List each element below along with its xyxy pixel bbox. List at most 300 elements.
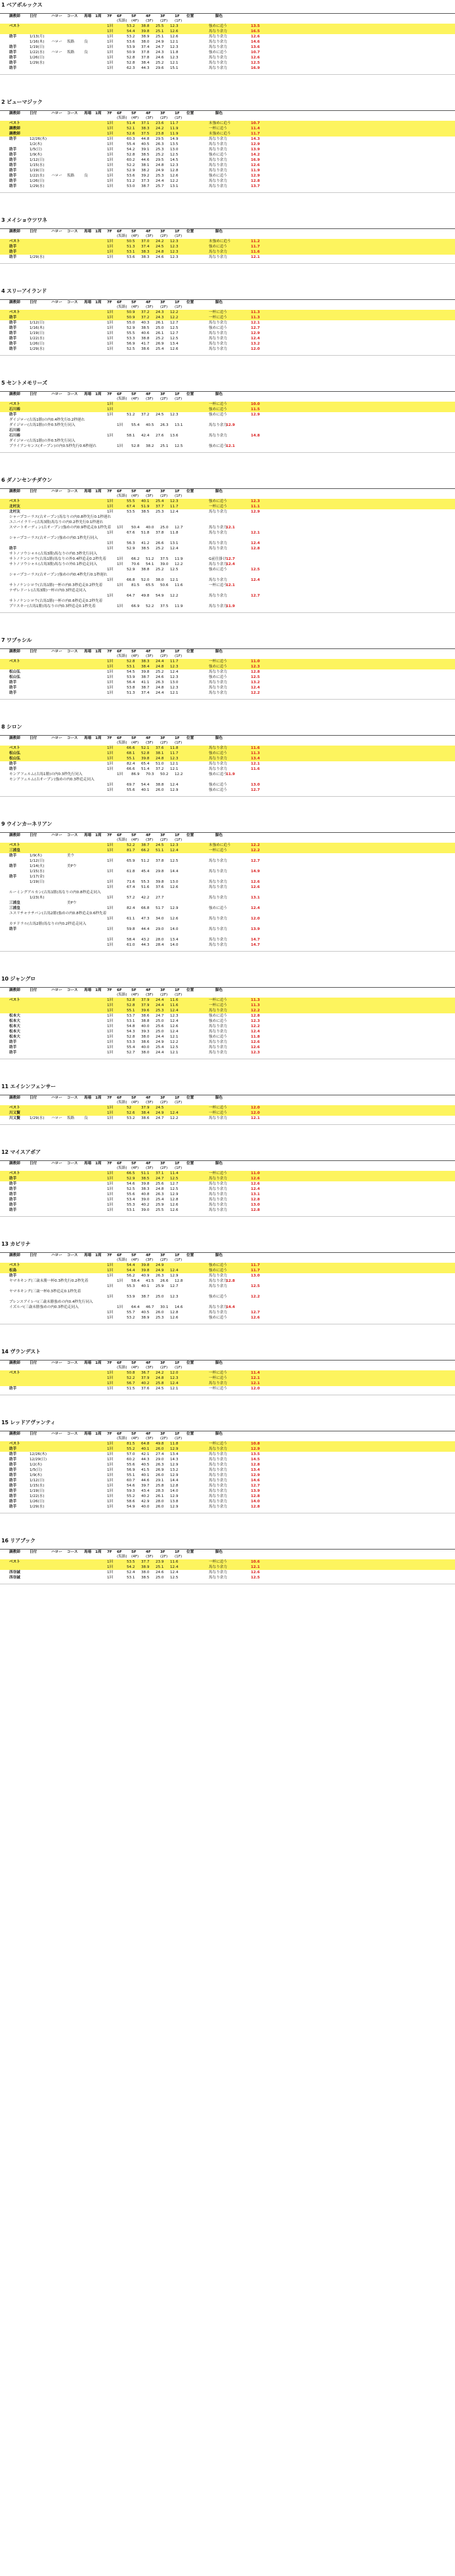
time-cell: 54.8: [127, 1024, 135, 1028]
time-cell: 25.0: [156, 326, 164, 330]
table-row: [0, 239, 455, 244]
time-cell: 12.3: [170, 665, 179, 669]
cell: 坂路: [67, 40, 75, 44]
column-subheader: (4F): [131, 993, 139, 997]
column-header: 調教師: [9, 1162, 20, 1166]
table-row: [0, 680, 455, 685]
lap-count: 1回: [107, 686, 114, 690]
time-cell: 52.4: [127, 1571, 135, 1574]
column-subheader: (1F): [175, 1437, 183, 1441]
time-cell: 12.6: [170, 174, 179, 178]
column-header: 調教師: [9, 1550, 20, 1554]
time-cell: 55.5: [127, 499, 135, 503]
time-cell: 39.1: [141, 148, 150, 152]
time-cell: 26.3: [160, 423, 169, 427]
time-cell: 44.3: [141, 943, 150, 947]
trainer-cell: 助手: [9, 681, 17, 685]
column-subheader: (2F): [160, 741, 168, 745]
column-header: 1F: [175, 301, 180, 305]
column-header: 調教師: [9, 736, 20, 740]
column-header: コース: [67, 988, 78, 992]
lap-count: 1回: [107, 1208, 114, 1212]
time-cell: 65.9: [127, 859, 135, 863]
time-cell: 24.7: [156, 1014, 164, 1018]
time-cell: 66.8: [141, 906, 150, 910]
time-cell: 52.6: [127, 1111, 135, 1115]
pace-label: 馬なり余力: [209, 896, 227, 900]
time-cell: 12.9: [170, 1494, 179, 1498]
column-header: 1周: [95, 650, 102, 654]
column-header: 1F: [175, 1361, 180, 1365]
time-cell: 12.4: [170, 1030, 179, 1034]
column-subheader: (4F): [131, 116, 139, 120]
time-cell: 51.4: [127, 121, 135, 125]
time-cell: 26.9: [156, 342, 164, 346]
time-cell: 41.5: [146, 1279, 154, 1283]
table-row: [0, 874, 455, 879]
time-cell: 69.7: [127, 783, 135, 787]
time-cell: 12.9: [170, 1193, 179, 1196]
time-cell: 38.1: [141, 163, 150, 167]
time-cell: 12.4: [170, 510, 179, 514]
time-cell: 1回: [117, 1279, 123, 1283]
pace-label: 馬なり余力: [209, 1193, 227, 1196]
table-row: [0, 858, 455, 864]
column-header: 日付: [30, 1550, 37, 1554]
last-1f-value: 13.2: [251, 342, 260, 346]
table-row: [0, 407, 455, 412]
last-1f-value: 12.6: [251, 1571, 260, 1574]
trainer-cell: 助手: [9, 45, 17, 49]
column-header: 位置: [186, 736, 194, 740]
time-cell: 40.1: [141, 1284, 150, 1288]
column-header: 調教師: [9, 490, 20, 494]
column-subheader: (4F): [131, 1166, 139, 1170]
column-header: コース: [67, 301, 78, 305]
column-header: 4F: [146, 736, 151, 740]
last-1f-value: 12.6: [251, 35, 260, 39]
last-1f-value: 12.2: [251, 849, 260, 853]
time-cell: 25.3: [156, 510, 164, 514]
trainer-cell: ベスト: [9, 1172, 20, 1175]
pace-label: 馬なり余力: [209, 1040, 227, 1044]
column-header: 4F: [146, 490, 151, 494]
column-header: 調教師: [9, 1361, 20, 1365]
time-cell: 39.8: [141, 1269, 150, 1273]
column-header: コース: [67, 14, 78, 18]
time-cell: 64.7: [127, 594, 135, 598]
time-cell: 24.9: [156, 1269, 164, 1273]
table-row: [0, 29, 455, 34]
column-subheader: (3F): [146, 1366, 154, 1370]
cell: 1/5(日): [30, 1468, 42, 1472]
column-subheader: (1F): [175, 234, 183, 238]
table-row: [0, 1208, 455, 1213]
last-1f-value: 12.2: [251, 843, 260, 847]
time-cell: 24.8: [156, 163, 164, 167]
table-row: [0, 504, 455, 509]
column-header: 1F: [175, 1432, 180, 1436]
trainer-cell: ベスト: [9, 660, 20, 664]
cell: 1/22(水): [30, 1494, 45, 1498]
trainer-cell: 助手: [9, 137, 17, 141]
time-cell: 40.3: [141, 321, 150, 325]
column-header: 7F: [107, 650, 112, 654]
time-cell: 39.8: [141, 757, 150, 761]
time-cell: 37.8: [141, 56, 150, 60]
time-cell: 50.6: [160, 583, 169, 587]
horse-block: [0, 287, 455, 352]
lap-count: 1回: [107, 1500, 114, 1504]
time-cell: 1回: [117, 772, 123, 776]
horse-block: [0, 1240, 455, 1320]
time-cell: 12.8: [170, 1311, 179, 1315]
column-header: 調教師: [9, 14, 20, 18]
column-header: コース: [67, 1432, 78, 1436]
time-cell: 14.4: [170, 1479, 179, 1483]
column-subheader: (坂路): [117, 116, 127, 120]
time-cell: 13.4: [170, 342, 179, 346]
column-subheader: (2F): [160, 397, 168, 401]
time-cell: 24.9: [156, 1111, 164, 1115]
time-cell: 40.0: [141, 1024, 150, 1028]
table-row: [0, 244, 455, 249]
time-cell: 38.4: [141, 665, 150, 669]
lap-count: 1回: [107, 184, 114, 188]
column-subheader: (4F): [131, 305, 139, 309]
lap-count: 1回: [107, 326, 114, 330]
cell: 1/19(日): [30, 45, 45, 49]
pace-label: 強めに追う: [209, 444, 227, 448]
trainer-cell: 助手: [9, 1274, 17, 1278]
table-row: [0, 932, 455, 937]
column-subheader: (4F): [131, 1555, 139, 1559]
time-cell: 54.6: [127, 1182, 135, 1186]
time-cell: 39.0: [141, 1198, 150, 1202]
pace-label: 馬なり余力: [209, 30, 227, 33]
last-1f-value: 12.2: [251, 1009, 260, 1013]
column-header: 日付: [30, 112, 37, 116]
time-cell: 52.2: [127, 163, 135, 167]
time-cell: 51.1: [156, 849, 164, 853]
trainer-cell: 松山弘: [9, 675, 20, 679]
column-header: 日付: [30, 1162, 37, 1166]
time-cell: 26.6: [156, 541, 164, 545]
horse-block: [0, 217, 455, 260]
time-cell: 30.1: [160, 1305, 169, 1309]
column-header: 3F: [160, 1361, 165, 1365]
time-cell: 56.9: [127, 342, 135, 346]
pace-label: 馬なり余力: [209, 1045, 227, 1049]
pace-label: 馬なり余力: [209, 767, 227, 771]
time-cell: 40.2: [141, 1203, 150, 1207]
time-cell: 64.4: [131, 1305, 140, 1309]
last-1f-value: 16.9: [251, 158, 260, 162]
table-row: [0, 1575, 455, 1580]
pace-label: 一杯に追う: [209, 505, 227, 509]
table-row: [0, 1003, 455, 1008]
horse-name: 16 リアブック: [1, 1538, 35, 1544]
time-cell: 37.8: [156, 859, 164, 863]
table-row: [0, 336, 455, 341]
column-header: 3F: [160, 1550, 165, 1554]
time-cell: 53.1: [127, 250, 135, 254]
section-divider: [0, 1216, 455, 1217]
pace-label: 馬なり余力: [209, 870, 227, 874]
time-cell: 25.0: [156, 1019, 164, 1023]
column-header: 7F: [107, 112, 112, 116]
time-cell: 26.1: [156, 1494, 164, 1498]
time-cell: 56.4: [127, 681, 135, 685]
table-subheader: [0, 1257, 455, 1263]
table-row: [0, 1289, 455, 1294]
column-header: 日付: [30, 14, 37, 18]
column-header: 調教師: [9, 834, 20, 837]
pace-label: 馬なり余力: [209, 321, 227, 325]
time-cell: 12.1: [170, 61, 179, 65]
partner-comment: シャープコーラス(古オープン)強めの内0.1秒先行同入: [9, 536, 98, 540]
table-row: [0, 998, 455, 1003]
time-cell: 12.2: [170, 316, 179, 320]
time-cell: 51.4: [141, 767, 150, 771]
pace-label: 強めに追う: [209, 245, 227, 249]
column-header: 3F: [160, 988, 165, 992]
table-subheader: [0, 740, 455, 746]
trainer-cell: 助手: [9, 1198, 17, 1202]
column-subheader: (2F): [160, 234, 168, 238]
column-header: 調教師: [9, 230, 20, 234]
last-1f-value: 12.7: [251, 1484, 260, 1488]
trainer-cell: ベスト: [9, 240, 20, 243]
time-cell: 52.5: [127, 1187, 135, 1191]
last-1f-value: 14.4: [226, 1305, 235, 1309]
lap-count: 1回: [107, 1382, 114, 1385]
table-row: [0, 34, 455, 39]
time-cell: 52.8: [127, 56, 135, 60]
column-header: 1周: [95, 392, 102, 396]
time-cell: 12.1: [170, 40, 179, 44]
last-1f-value: 14.5: [251, 1458, 260, 1462]
lap-count: 1回: [107, 321, 114, 325]
time-cell: 38.5: [141, 1177, 150, 1181]
last-1f-value: 12.9: [251, 510, 260, 514]
table-row: [0, 1045, 455, 1050]
time-cell: 44.4: [141, 927, 150, 931]
column-header: 5F: [131, 230, 137, 234]
time-cell: 39.7: [141, 1484, 150, 1488]
time-cell: 13.8: [170, 1500, 179, 1504]
column-subheader: (4F): [131, 654, 139, 658]
time-cell: 12.7: [170, 1182, 179, 1186]
pace-label: 馬なり余力: [209, 148, 227, 152]
last-1f-value: 13.9: [251, 927, 260, 931]
lap-count: 1回: [107, 1193, 114, 1196]
time-cell: 12.8: [170, 1198, 179, 1202]
column-header: 調教師: [9, 112, 20, 116]
lap-count: 1回: [107, 1040, 114, 1044]
time-cell: 55.3: [127, 1284, 135, 1288]
lap-count: 1回: [107, 943, 114, 947]
partner-comment: ヤマネキング(三歳一杯0.3秒追走0.1秒先着: [9, 1290, 81, 1294]
cell: 1/13(月): [30, 35, 45, 39]
lap-count: 1回: [107, 568, 114, 572]
time-cell: 62.3: [127, 66, 135, 70]
pace-label: 一杯に追う: [209, 1106, 227, 1110]
trainer-cell: 助手: [9, 174, 17, 178]
table-row: [0, 520, 455, 525]
trainer-cell: 助手: [9, 326, 17, 330]
lap-count: 1回: [107, 757, 114, 761]
column-header: 1周: [95, 1096, 102, 1100]
pace-label: 一杯に追う: [209, 1376, 227, 1380]
lap-count: 1回: [107, 1479, 114, 1483]
lap-count: 1回: [107, 1019, 114, 1023]
horse-name: 3 メイショウツワネ: [1, 217, 47, 223]
table-subheader: [0, 1554, 455, 1559]
time-cell: 37.8: [141, 51, 150, 54]
time-cell: 52.1: [127, 127, 135, 131]
table-row: [0, 1462, 455, 1467]
horse-block: [0, 379, 455, 449]
pace-label: 馬なり余力: [209, 142, 227, 146]
time-cell: 12.3: [170, 250, 179, 254]
trainer-cell: 助手: [9, 347, 17, 351]
table-row: [0, 675, 455, 680]
last-1f-value: 11.6: [251, 250, 260, 254]
pace-label: 馬なり余力: [209, 179, 227, 183]
column-header: 脚色: [215, 736, 223, 740]
cell: 1/22(水): [30, 174, 45, 178]
pace-label: 馬なり余力: [209, 250, 227, 254]
pace-label: 強めに追う: [209, 413, 227, 417]
time-cell: 38.8: [141, 24, 150, 28]
column-header: 3F: [160, 736, 165, 740]
time-cell: 66.9: [131, 604, 140, 608]
lap-count: 1回: [107, 24, 114, 28]
time-cell: 38.9: [141, 1316, 150, 1320]
time-cell: 12.2: [170, 1116, 179, 1120]
pace-label: 馬なり余力: [209, 1382, 227, 1385]
column-header: 7F: [107, 14, 112, 18]
column-header: 6F: [117, 988, 122, 992]
column-header: 4F: [146, 14, 151, 18]
time-cell: 46.7: [146, 1305, 154, 1309]
column-header: 1周: [95, 1162, 102, 1166]
time-cell: 38.0: [141, 1035, 150, 1039]
time-cell: 12.6: [170, 885, 179, 889]
pace-label: 一杯に追う: [209, 583, 227, 587]
horse-block: [0, 637, 455, 696]
time-cell: 39.8: [141, 1182, 150, 1186]
column-subheader: (坂路): [117, 1366, 127, 1370]
table-row: [0, 659, 455, 664]
column-header: 脚色: [215, 1432, 223, 1436]
column-header: 日付: [30, 736, 37, 740]
column-header: 1F: [175, 988, 180, 992]
pace-label: 馬なり余力: [209, 61, 227, 65]
pace-label: 一杯に追う: [209, 998, 227, 1002]
cell: 1/2(木): [30, 142, 42, 146]
lap-count: 1回: [107, 665, 114, 669]
table-row: [0, 24, 455, 29]
time-cell: 24.4: [156, 998, 164, 1002]
time-cell: 24.5: [156, 245, 164, 249]
table-row: [0, 843, 455, 848]
trainer-cell: 助手: [9, 864, 17, 868]
column-header: 1周: [95, 736, 102, 740]
time-cell: 54.9: [127, 1505, 135, 1509]
lap-count: 1回: [107, 255, 114, 259]
pace-label: 強めに追う: [209, 408, 227, 412]
time-cell: 11.9: [170, 127, 179, 131]
time-cell: 15.1: [170, 66, 179, 70]
pace-label: 末強めに追う: [209, 240, 231, 243]
column-header: 1F: [175, 650, 180, 654]
table-row: [0, 1013, 455, 1019]
time-cell: 57.0: [127, 1452, 135, 1456]
cell: 1/19(日): [30, 880, 45, 884]
lap-count: 1回: [107, 849, 114, 853]
column-header: 位置: [186, 834, 194, 837]
time-cell: 13.0: [170, 681, 179, 685]
pace-label: 馬なり余力: [209, 541, 227, 545]
pace-label: 強めに追う: [209, 788, 227, 792]
time-cell: 58.1: [127, 434, 135, 438]
trainer-cell: 助手: [9, 875, 17, 879]
column-subheader: (坂路): [117, 19, 127, 23]
time-cell: 38.0: [141, 40, 150, 44]
table-row: [0, 751, 455, 756]
time-cell: 39.8: [141, 670, 150, 674]
trainer-cell: 助手: [9, 1489, 17, 1493]
table-row: [0, 1310, 455, 1315]
column-subheader: (坂路): [117, 305, 127, 309]
pace-label: 一杯に追う: [209, 1442, 227, 1446]
column-header: 位置: [186, 301, 194, 305]
last-1f-value: 12.1: [251, 762, 260, 766]
column-subheader: (3F): [146, 993, 154, 997]
pace-label: 馬なり余力: [209, 691, 227, 695]
last-1f-value: 12.8: [251, 1014, 260, 1018]
column-header: 4F: [146, 112, 151, 116]
lap-count: 1回: [107, 762, 114, 766]
column-header: 5F: [131, 1162, 137, 1166]
table-row: [0, 121, 455, 126]
time-cell: 40.0: [146, 526, 154, 530]
lap-count: 1回: [107, 1187, 114, 1191]
column-header: 日付: [30, 1096, 37, 1100]
table-row: [0, 444, 455, 449]
column-header: 4F: [146, 1096, 151, 1100]
column-subheader: (坂路): [117, 741, 127, 745]
time-cell: 25.2: [156, 153, 164, 157]
time-cell: 58.6: [127, 1500, 135, 1504]
time-cell: 12.4: [170, 1571, 179, 1574]
lap-count: 1回: [107, 885, 114, 889]
lap-count: 1回: [107, 1106, 114, 1110]
column-header: 5F: [131, 1096, 137, 1100]
time-cell: 37.6: [141, 1387, 150, 1391]
column-header: ハロー: [51, 1162, 62, 1166]
column-header: 脚色: [215, 1361, 223, 1365]
column-subheader: (2F): [160, 654, 168, 658]
time-cell: 38.4: [141, 1111, 150, 1115]
time-cell: 39.8: [141, 1263, 150, 1267]
pace-label: 馬なり余力: [209, 45, 227, 49]
time-cell: 57.2: [127, 896, 135, 900]
lap-count: 1回: [107, 347, 114, 351]
column-subheader: (1F): [175, 838, 183, 842]
